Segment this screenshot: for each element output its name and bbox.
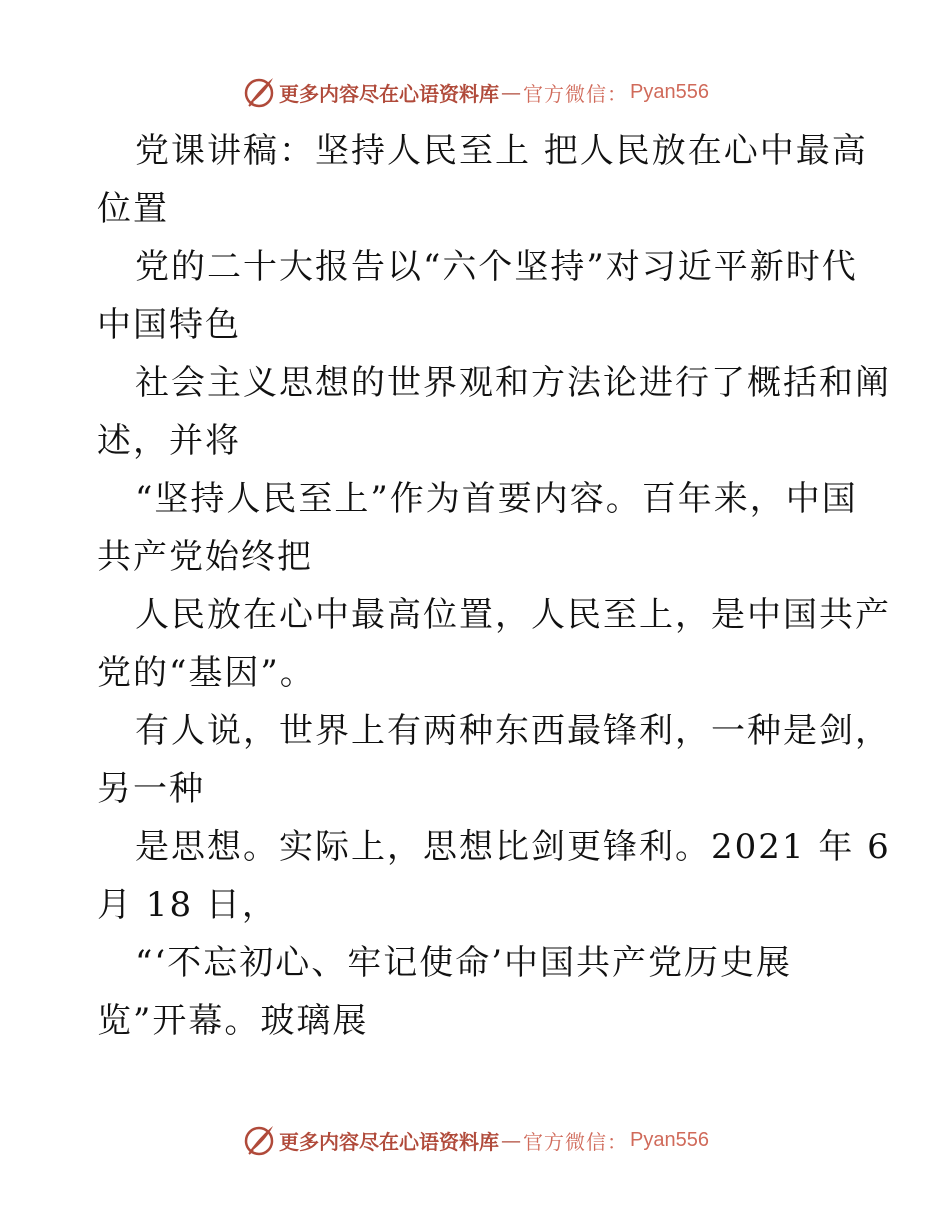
text-line: 是思想。实际上，思想比剑更锋利。2021 年 6 [135,827,891,867]
text-line: 共产党始终把 [97,537,313,577]
text-line: 有人说，世界上有两种东西最锋利，一种是剑， [135,711,891,751]
banner-dash: — [501,80,522,104]
banner-text [279,1126,709,1155]
text-line: 述，并将 [97,421,241,461]
text-line: 党课讲稿：坚持人民至上 把人民放在心中最高 [135,131,868,171]
quill-pen-logo-icon [241,74,277,110]
text-line: 党的“基因”。 [97,653,316,693]
document-body [97,122,891,1050]
banner-wechat-id: Pyan556 [630,80,709,103]
banner-wechat-id: Pyan556 [630,1128,709,1151]
text-line: 览”开幕。玻璃展 [97,1001,369,1041]
text-line: “‘不忘初心、牢记使命’中国共产党历史展 [135,943,792,983]
text-line: 位置 [97,189,169,229]
banner-main-text: 更多内容尽在心语资料库 [279,1129,500,1154]
text-line: 另一种 [97,769,205,809]
banner-text [279,78,709,107]
text-line: 党的二十大报告以“六个坚持”对习近平新时代 [135,247,858,287]
text-line: 月 18 日， [97,885,278,925]
text-line: 中国特色 [97,305,241,345]
banner-main-text: 更多内容尽在心语资料库 [279,81,500,106]
text-line: 人民放在心中最高位置，人民至上，是中国共产 [135,595,891,635]
banner-dash: — [501,1128,522,1152]
footer-banner [0,1118,950,1162]
text-line: 社会主义思想的世界观和方法论进行了概括和阐 [135,363,891,403]
banner-official-label: 官方微信： [523,81,629,106]
quill-pen-logo-icon [241,1122,277,1158]
header-banner [0,70,950,114]
banner-official-label: 官方微信： [523,1129,629,1154]
text-line: “坚持人民至上”作为首要内容。百年来，中国 [135,479,858,519]
